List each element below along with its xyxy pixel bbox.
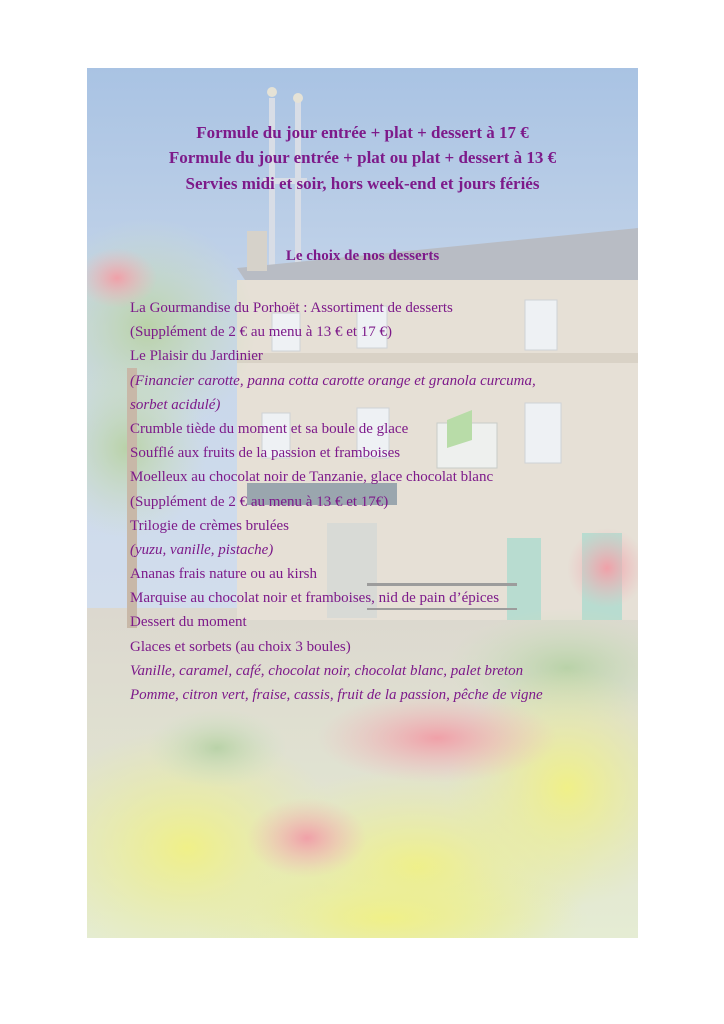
dessert-item: Marquise au chocolat noir et framboises, nid de pain d’épices	[130, 590, 500, 607]
dessert-item: Vanille, caramel, café, chocolat noir, chocolat blanc, palet breton	[130, 662, 524, 679]
dessert-item: (yuzu, vanille, pistache)	[130, 541, 274, 558]
dessert-item: (Supplément de 2 € au menu à 13 € et 17 €)	[130, 324, 393, 341]
dessert-item: (Supplément de 2 € au menu à 13 € et 17€)	[130, 493, 389, 510]
dessert-item: Pomme, citron vert, fraise, cassis, fruit de la passion, pêche de vigne	[130, 687, 543, 703]
dessert-item: Moelleux au chocolat noir de Tanzanie, glace chocolat blanc	[130, 469, 494, 486]
desserts-section-title: Le choix de nos desserts	[285, 248, 440, 264]
dessert-item: La Gourmandise du Porhoët : Assortiment de desserts	[130, 300, 453, 316]
dessert-item: Dessert du moment	[130, 614, 247, 631]
menu-content	[87, 68, 638, 938]
dessert-item: (Financier carotte, panna cotta carotte orange et granola curcuma,	[130, 372, 536, 389]
dessert-item: sorbet acidulé)	[130, 396, 221, 413]
dessert-item: Crumble tiède du moment et sa boule de glace	[130, 420, 409, 437]
formula-line-17: Formule du jour entrée + plat + dessert à 17 €	[196, 123, 529, 142]
dessert-list	[130, 296, 630, 707]
dessert-item: Le Plaisir du Jardinier	[130, 348, 263, 365]
dessert-item: Ananas frais nature ou au kirsh	[130, 566, 318, 583]
dessert-item: Trilogie de crèmes brulées	[130, 517, 289, 534]
formula-line-13: Formule du jour entrée + plat ou plat + dessert à 13 €	[168, 148, 557, 167]
dessert-item: Soufflé aux fruits de la passion et framboises	[130, 445, 401, 462]
service-hours-line: Servies midi et soir, hors week-end et jours fériés	[185, 174, 540, 193]
dessert-item: Glaces et sorbets (au choix 3 boules)	[130, 638, 351, 655]
